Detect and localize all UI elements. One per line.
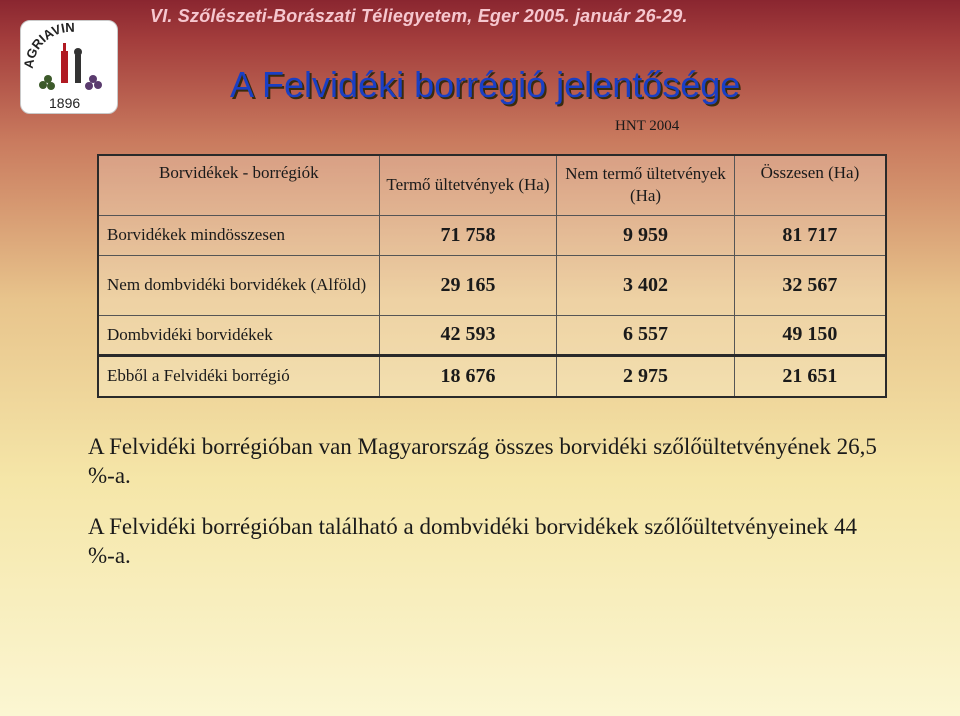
- header-non-productive: Nem termő ültetvények (Ha): [557, 155, 735, 215]
- note-paragraph: A Felvidéki borrégióban található a dombvidéki borvidékek szőlőültetvényeinek 44 %-a.: [88, 514, 858, 568]
- cell-non-productive: 9 959: [557, 215, 735, 255]
- row-label: Nem dombvidéki borvidékek (Alföld): [98, 255, 379, 315]
- row-label: Dombvidéki borvidékek: [98, 315, 379, 355]
- cell-total: 49 150: [734, 315, 886, 355]
- cell-productive: 42 593: [379, 315, 557, 355]
- row-label: Ebből a Felvidéki borrégió: [98, 355, 379, 397]
- cell-non-productive: 6 557: [557, 315, 735, 355]
- table-header-row: [98, 155, 886, 215]
- row-label: Borvidékek mindösszesen: [98, 215, 379, 255]
- header-productive: Termő ültetvények (Ha): [379, 155, 557, 215]
- table-row: [98, 215, 886, 255]
- vineyard-area-table: [97, 154, 887, 398]
- cell-productive: 71 758: [379, 215, 557, 255]
- table-row: [98, 315, 886, 355]
- conference-title: VI. Szőlészeti-Borászati Téliegyetem, Eger 2005. január 26-29.: [150, 6, 688, 26]
- notes-section: [88, 432, 888, 592]
- header-region: Borvidékek - borrégiók: [98, 155, 379, 215]
- agriavin-logo: [20, 20, 118, 114]
- header-total: Összesen (Ha): [734, 155, 886, 215]
- source-note: HNT 2004: [615, 118, 680, 134]
- cell-non-productive: 3 402: [557, 255, 735, 315]
- header-banner: [0, 0, 960, 36]
- table-row: [98, 255, 886, 315]
- table-row: [98, 355, 886, 397]
- cell-total: 32 567: [734, 255, 886, 315]
- cell-productive: 18 676: [379, 355, 557, 397]
- logo-year: 1896: [49, 95, 81, 111]
- page-title: A Felvidéki borrégió jelentősége: [230, 64, 741, 105]
- cell-total: 81 717: [734, 215, 886, 255]
- logo-wordmark: AGRIAVIN: [21, 21, 75, 70]
- cell-total: 21 651: [734, 355, 886, 397]
- cell-productive: 29 165: [379, 255, 557, 315]
- cell-non-productive: 2 975: [557, 355, 735, 397]
- note-paragraph: A Felvidéki borrégióban van Magyarország összes borvidéki szőlőültetvényének 26,5 %-a.: [88, 434, 877, 488]
